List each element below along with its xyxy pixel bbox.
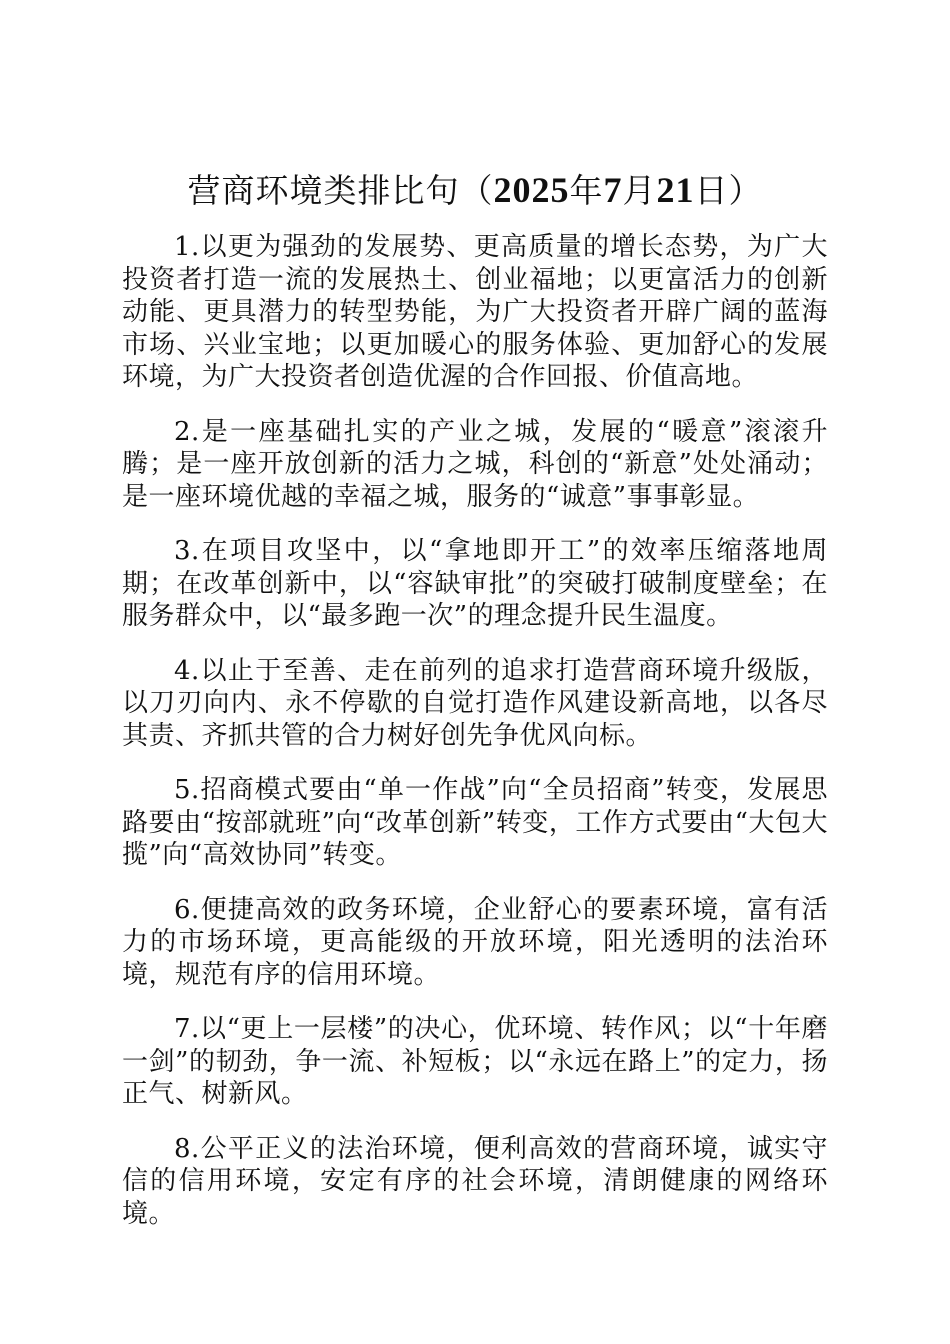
page-title bbox=[0, 168, 950, 213]
paragraph-4: 4.以止于至善、走在前列的追求打造营商环境升级版，以刀刃向内、永不停歇的自觉打造作风建设新高地，以各尽其责、齐抓共管的合力树好创先争优风向标。 bbox=[122, 655, 828, 751]
title-main: 营商环境类排比句（ bbox=[187, 171, 494, 210]
title-year-unit: 年 bbox=[569, 171, 604, 210]
paragraph-8: 8.公平正义的法治环境，便利高效的营商环境，诚实守信的信用环境，安定有序的社会环境，清朗健康的网络环境。 bbox=[122, 1133, 828, 1229]
title-day-unit: 日） bbox=[694, 171, 763, 210]
title-year: 2025 bbox=[493, 170, 570, 210]
paragraph-5: 5.招商模式要由“单一作战”向“全员招商”转变，发展思路要由“按部就班”向“改革创新”转变，工作方式要由“大包大揽”向“高效协同”转变。 bbox=[122, 775, 828, 870]
paragraph-3: 3.在项目攻坚中，以“拿地即开工”的效率压缩落地周期；在改革创新中，以“容缺审批”的突破打破制度壁垒；在服务群众中，以“最多跑一次”的理念提升民生温度。 bbox=[122, 536, 828, 631]
document-body bbox=[122, 231, 828, 1252]
title-day: 21 bbox=[656, 170, 695, 210]
paragraph-2: 2.是一座基础扎实的产业之城，发展的“暖意”滚滚升腾；是一座开放创新的活力之城，科创的“新意”处处涌动；是一座环境优越的幸福之城，服务的“诚意”事事彰显。 bbox=[122, 416, 828, 512]
title-month: 7 bbox=[603, 170, 623, 210]
paragraph-7: 7.以“更上一层楼”的决心，优环境、转作风；以“十年磨一剑”的韧劲，争一流、补短板；以“永远在路上”的定力，扬正气、树新风。 bbox=[122, 1014, 828, 1109]
title-month-unit: 月 bbox=[622, 171, 657, 210]
paragraph-6: 6.便捷高效的政务环境，企业舒心的要素环境，富有活力的市场环境，更高能级的开放环境，阳光透明的法治环境，规范有序的信用环境。 bbox=[122, 894, 828, 990]
paragraph-1: 1.以更为强劲的发展势、更高质量的增长态势，为广大投资者打造一流的发展热土、创业福地；以更富活力的创新动能、更具潜力的转型势能，为广大投资者开辟广阔的蓝海市场、兴业宝地；以更加暖心的服务体验、更加舒心的发展环境，为广大投资者创造优渥的合作回报、价值高地。 bbox=[122, 232, 828, 392]
